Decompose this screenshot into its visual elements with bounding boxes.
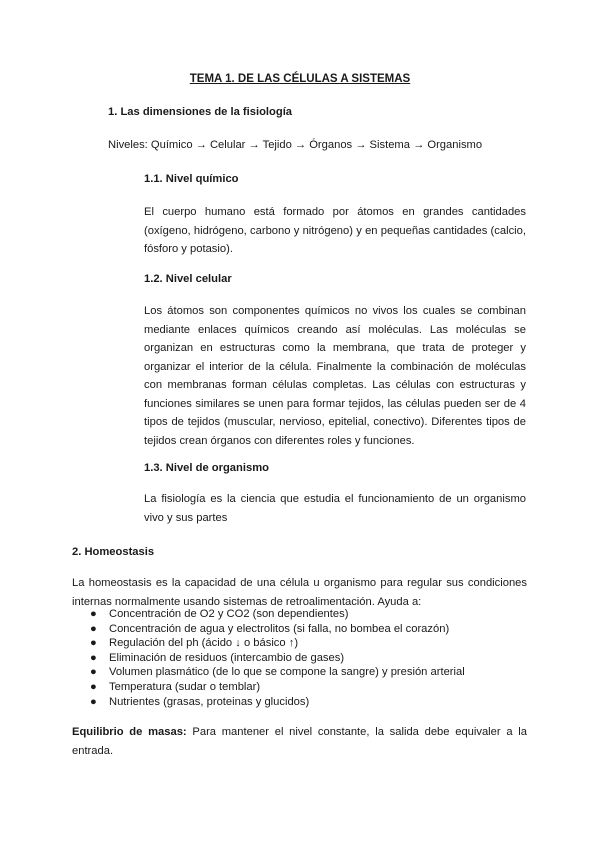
list-item-text: Nutrientes (grasas, proteinas y glucidos)	[109, 695, 310, 708]
levels-line: Niveles: Químico → Celular → Tejido → Órganos → Sistema → Organismo	[108, 139, 483, 151]
bullet-icon: ●	[90, 637, 97, 650]
bullet-icon: ●	[90, 695, 97, 708]
paragraph-cellular-level: Los átomos son componentes químicos no vivos los cuales se combinan mediante enlaces químicos creando así moléculas. Las moléculas se organizan en estructuras como la membrana, que trata de proteger y organizar el interior de la célula. Finalmente la combinación de moléculas con membranas forman células completas. Las células con estructuras y funciones similares se unen para formar tejidos, las células pueden ser de 4 tipos de tejidos (muscular, nervioso, epitelial, conectivo). Diferentes tipos de tejidos crean órganos con diferentes roles y funciones.	[144, 305, 526, 447]
bullet-icon: ●	[90, 666, 97, 679]
paragraph-homeostasis-intro: La homeostasis es la capacidad de una célula u organismo para regular sus condiciones internas normalmente usando sistemas de retroalimentación. Ayuda a:	[72, 577, 527, 608]
list-item	[90, 607, 465, 622]
bullet-icon: ●	[90, 680, 97, 693]
subheading-chemical-level: 1.1. Nivel químico	[144, 173, 239, 185]
paragraph-mass-equilibrium	[72, 723, 527, 760]
homeostasis-list	[90, 607, 465, 709]
section-heading-homeostasis: 2. Homeostasis	[72, 546, 155, 558]
mass-equilibrium-text: Para mantener el nivel constante, la salida debe equivaler a la entrada.	[72, 726, 527, 757]
bullet-icon: ●	[90, 608, 97, 620]
list-item-text: Concentración de O2 y CO2 (son dependientes)	[109, 608, 349, 620]
paragraph-organism-level: La fisiología es la ciencia que estudia el funcionamiento de un organismo vivo y sus partes	[144, 493, 526, 524]
list-item	[90, 651, 465, 666]
mass-equilibrium-label: Equilibrio de masas:	[72, 726, 187, 738]
list-item	[90, 636, 465, 651]
bullet-icon: ●	[90, 651, 97, 664]
list-item	[90, 695, 465, 710]
list-item	[90, 680, 465, 695]
subheading-cellular-level: 1.2. Nivel celular	[144, 273, 232, 285]
paragraph-chemical-level: El cuerpo humano está formado por átomos en grandes cantidades (oxígeno, hidrógeno, carbono y nitrógeno) y en pequeñas cantidades (calcio, fósforo y potasio).	[144, 206, 526, 255]
list-item-text: Eliminación de residuos (intercambio de gases)	[109, 651, 345, 664]
list-item	[90, 622, 465, 637]
list-item-text: Concentración de agua y electrolitos (si falla, no bombea el corazón)	[109, 622, 450, 635]
section-heading-dimensions: 1. Las dimensiones de la fisiología	[108, 106, 293, 118]
page-title: TEMA 1. DE LAS CÉLULAS A SISTEMAS	[189, 73, 411, 85]
list-item-text: Volumen plasmático (de lo que se compone la sangre) y presión arterial	[109, 666, 465, 679]
subheading-organism-level: 1.3. Nivel de organismo	[144, 462, 269, 474]
list-item	[90, 665, 465, 680]
list-item-text: Regulación del ph (ácido ↓ o básico ↑)	[109, 637, 299, 650]
bullet-icon: ●	[90, 622, 97, 635]
list-item-text: Temperatura (sudar o temblar)	[109, 680, 261, 693]
